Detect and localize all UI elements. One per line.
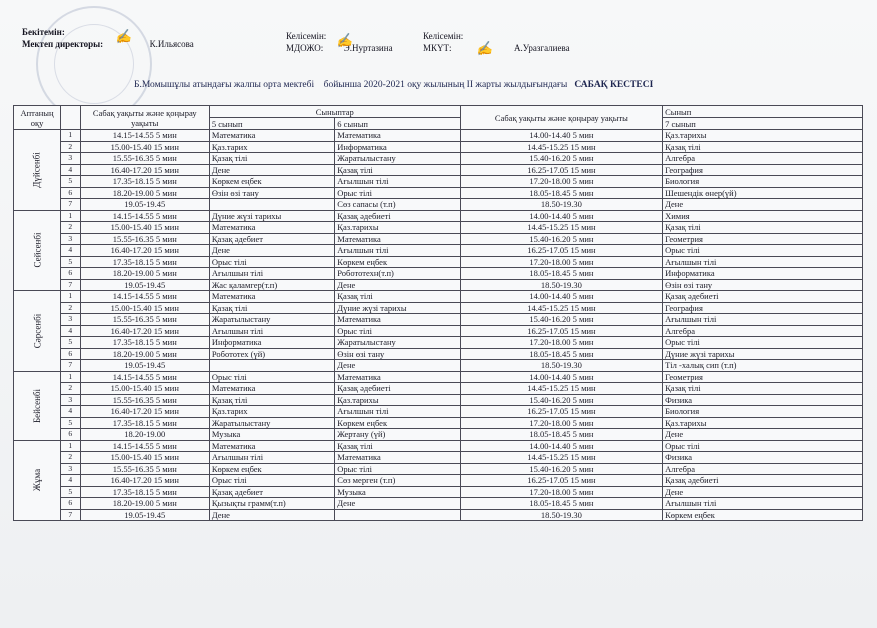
grade-7-subject: Дене [663, 486, 863, 498]
lesson-time-a: 17.35-18.15 5 мин [80, 256, 209, 268]
grade-7-subject: Қазақ тілі [663, 141, 863, 153]
lesson-number: 2 [61, 452, 81, 464]
day-name-cell [14, 130, 61, 211]
day-name-cell [14, 440, 61, 521]
lesson-time-a: 18.20-19.00 5 мин [80, 348, 209, 360]
grade-5-subject: Қазақ тілі [209, 153, 334, 165]
grade-5-subject: Көркем еңбек [209, 176, 334, 188]
lesson-time-b: 16.25-17.05 15 мин [460, 245, 662, 257]
grade-5-subject: Орыс тілі [209, 256, 334, 268]
grade-7-subject: Геометрия [663, 371, 863, 383]
lesson-time-b: 15.40-16.20 5 мин [460, 233, 662, 245]
grade-6-subject: Ағылшын тілі [335, 406, 460, 418]
lesson-number: 5 [61, 337, 81, 349]
lesson-number: 2 [61, 302, 81, 314]
grade-6-subject: Математика [335, 371, 460, 383]
lesson-time-a: 15.55-16.35 5 мин [80, 233, 209, 245]
grade-5-subject: Көркем еңбек [209, 463, 334, 475]
grade-7-subject: Физика [663, 394, 863, 406]
grade-5-subject: Ағылшын тілі [209, 325, 334, 337]
table-row [14, 245, 863, 257]
lesson-number: 1 [61, 210, 81, 222]
grade-6-subject [335, 509, 460, 521]
lesson-time-a: 19.05-19.45 [80, 199, 209, 211]
table-row [14, 394, 863, 406]
lesson-time-b: 14.00-14.40 5 мин [460, 291, 662, 303]
lesson-time-a: 17.35-18.15 5 мин [80, 176, 209, 188]
table-row [14, 498, 863, 510]
mkut-role: МКҮТ: [423, 43, 452, 53]
lesson-number: 6 [61, 498, 81, 510]
grade-5-subject: Информатика [209, 337, 334, 349]
lesson-number: 3 [61, 463, 81, 475]
lesson-time-b: 14.45-15.25 15 мин [460, 302, 662, 314]
table-row [14, 463, 863, 475]
table-row [14, 176, 863, 188]
grade-5-subject: Қаз.тарих [209, 141, 334, 153]
grade-7-subject: Қазақ тілі [663, 383, 863, 395]
day-name: Жұма [32, 469, 43, 492]
grade-5-subject: Ағылшын тілі [209, 452, 334, 464]
grade-6-subject: Өзін өзі тану [335, 348, 460, 360]
day-name: Бейсенбі [32, 388, 43, 423]
lesson-time-b: 18.50-19.30 [460, 199, 662, 211]
lesson-time-a: 16.40-17.20 15 мин [80, 325, 209, 337]
lesson-number: 4 [61, 325, 81, 337]
grade-6-subject: Дүние жүзі тарихы [335, 302, 460, 314]
header-day: Аптаның оқу [14, 106, 61, 130]
grade-7-subject: Дене [663, 199, 863, 211]
lesson-time-b: 14.45-15.25 15 мин [460, 452, 662, 464]
lesson-time-b: 18.05-18.45 5 мин [460, 187, 662, 199]
grade-6-subject: Жаратылыстану [335, 153, 460, 165]
grade-7-subject: Қазақ әдебиеті [663, 291, 863, 303]
deputy-signature: ✍ [335, 32, 354, 51]
lesson-number: 5 [61, 417, 81, 429]
table-row [14, 417, 863, 429]
grade-5-subject: Дене [209, 509, 334, 521]
director-signature: ✍ [114, 28, 133, 47]
lesson-time-b: 14.45-15.25 15 мин [460, 141, 662, 153]
grade-7-subject: Қазақ әдебиеті [663, 475, 863, 487]
grade-7-subject: Алгебра [663, 153, 863, 165]
table-row [14, 440, 863, 452]
grade-5-subject: Жаратылыстану [209, 314, 334, 326]
approval-block-director [22, 26, 194, 50]
table-row [14, 486, 863, 498]
lesson-time-a: 18.20-19.00 5 мин [80, 187, 209, 199]
grade-6-subject: Математика [335, 314, 460, 326]
lesson-number: 3 [61, 153, 81, 165]
grade-7-subject: Көркем еңбек [663, 509, 863, 521]
header-grade-6: 6 сынып [335, 118, 460, 130]
lesson-time-b: 18.50-19.30 [460, 360, 662, 372]
lesson-time-a: 16.40-17.20 15 мин [80, 475, 209, 487]
grade-6-subject: Көркем еңбек [335, 256, 460, 268]
lesson-time-a: 14.15-14.55 5 мин [80, 130, 209, 142]
lesson-number: 6 [61, 187, 81, 199]
lesson-time-a: 18.20-19.00 5 мин [80, 498, 209, 510]
header-times-b: Сабақ уақыты және қоңырау уақыты [460, 106, 662, 130]
lesson-time-b: 17.20-18.00 5 мин [460, 256, 662, 268]
lesson-time-b: 18.05-18.45 5 мин [460, 268, 662, 280]
table-row [14, 348, 863, 360]
day-name: Дүйсенбі [32, 152, 43, 188]
lesson-number: 2 [61, 222, 81, 234]
table-row [14, 256, 863, 268]
grade-7-subject: Биология [663, 406, 863, 418]
grade-5-subject [209, 199, 334, 211]
table-row [14, 429, 863, 441]
table-row [14, 130, 863, 142]
lesson-number: 7 [61, 199, 81, 211]
lesson-time-a: 15.00-15.40 15 мин [80, 383, 209, 395]
lesson-number: 1 [61, 291, 81, 303]
lesson-time-b: 14.45-15.25 15 мин [460, 222, 662, 234]
lesson-number: 1 [61, 371, 81, 383]
table-row [14, 291, 863, 303]
grade-7-subject: Орыс тілі [663, 245, 863, 257]
table-row [14, 383, 863, 395]
grade-6-subject: Қазақ әдебиеті [335, 210, 460, 222]
table-row [14, 325, 863, 337]
lesson-time-b: 18.05-18.45 5 мин [460, 348, 662, 360]
lesson-time-a: 18.20-19.00 [80, 429, 209, 441]
header-class-word: Сынып [663, 106, 863, 118]
table-row [14, 371, 863, 383]
lesson-time-a: 16.40-17.20 15 мин [80, 245, 209, 257]
table-row [14, 406, 863, 418]
lesson-time-b: 17.20-18.00 5 мин [460, 176, 662, 188]
lesson-time-b: 14.00-14.40 5 мин [460, 440, 662, 452]
lesson-time-b: 18.05-18.45 5 мин [460, 498, 662, 510]
mkut-signature: ✍ [475, 40, 494, 59]
grade-7-subject: Ағылшын тілі [663, 498, 863, 510]
lesson-number: 5 [61, 176, 81, 188]
grade-5-subject: Математика [209, 222, 334, 234]
schedule-body [14, 130, 863, 521]
table-row [14, 187, 863, 199]
grade-6-subject: Қазақ тілі [335, 440, 460, 452]
lesson-time-b: 14.00-14.40 5 мин [460, 130, 662, 142]
grade-5-subject: Робототех (үй) [209, 348, 334, 360]
grade-6-subject: Орыс тілі [335, 463, 460, 475]
lesson-time-b: 14.00-14.40 5 мин [460, 210, 662, 222]
lesson-number: 6 [61, 268, 81, 280]
table-row [14, 141, 863, 153]
grade-7-subject: География [663, 302, 863, 314]
table-row [14, 452, 863, 464]
lesson-number: 6 [61, 348, 81, 360]
school-name: Б.Момышұлы атындағы жалпы орта мектебі [134, 80, 315, 90]
grade-6-subject: Қазақ тілі [335, 164, 460, 176]
grade-5-subject: Қазақ әдебиет [209, 486, 334, 498]
grade-5-subject: Қызықты грамм(т.п) [209, 498, 334, 510]
table-row [14, 233, 863, 245]
grade-6-subject: Орыс тілі [335, 325, 460, 337]
lesson-time-b: 16.25-17.05 15 мин [460, 475, 662, 487]
grade-6-subject: Сөз сапасы (т.п) [335, 199, 460, 211]
table-row [14, 164, 863, 176]
lesson-time-a: 16.40-17.20 15 мин [80, 406, 209, 418]
lesson-time-b: 14.45-15.25 15 мин [460, 383, 662, 395]
day-name-cell [14, 210, 61, 291]
grade-5-subject: Қазақ тілі [209, 302, 334, 314]
approval-label: Бекітемін: [22, 27, 65, 37]
grade-7-subject: Орыс тілі [663, 440, 863, 452]
grade-6-subject: Жаратылыстану [335, 337, 460, 349]
lesson-time-b: 17.20-18.00 5 мин [460, 486, 662, 498]
lesson-time-a: 15.00-15.40 15 мин [80, 222, 209, 234]
approval-block-mkut [423, 30, 570, 54]
lesson-time-a: 15.55-16.35 5 мин [80, 314, 209, 326]
table-row [14, 509, 863, 521]
lesson-time-a: 14.15-14.55 5 мин [80, 371, 209, 383]
grade-5-subject: Орыс тілі [209, 371, 334, 383]
lesson-number: 6 [61, 429, 81, 441]
lesson-time-b: 15.40-16.20 5 мин [460, 153, 662, 165]
grade-5-subject: Өзін өзі тану [209, 187, 334, 199]
grade-6-subject: Қазақ тілі [335, 291, 460, 303]
lesson-time-a: 17.35-18.15 5 мин [80, 486, 209, 498]
lesson-time-a: 18.20-19.00 5 мин [80, 268, 209, 280]
grade-6-subject: Орыс тілі [335, 187, 460, 199]
grade-7-subject: Ағылшын тілі [663, 256, 863, 268]
grade-6-subject: Ағылшын тілі [335, 245, 460, 257]
schedule-table [13, 105, 863, 521]
lesson-number: 7 [61, 509, 81, 521]
grade-6-subject: Математика [335, 452, 460, 464]
grade-6-subject: Математика [335, 130, 460, 142]
lesson-time-b: 15.40-16.20 5 мин [460, 394, 662, 406]
lesson-time-a: 19.05-19.45 [80, 279, 209, 291]
grade-7-subject: Физика [663, 452, 863, 464]
grade-7-subject: Дене [663, 429, 863, 441]
grade-7-subject: Алгебра [663, 325, 863, 337]
table-row [14, 302, 863, 314]
grade-7-subject: Дүние жүзі тарихы [663, 348, 863, 360]
grade-5-subject: Қаз.тарих [209, 406, 334, 418]
grade-7-subject: Шешендік өнер(үй) [663, 187, 863, 199]
deputy-name: Э.Нуртазина [343, 43, 393, 53]
grade-5-subject [209, 360, 334, 372]
grade-7-subject: Қазақ тілі [663, 222, 863, 234]
director-name: К.Ильясова [149, 39, 194, 49]
grade-6-subject: Қазақ әдебиеті [335, 383, 460, 395]
lesson-number: 4 [61, 164, 81, 176]
lesson-number: 3 [61, 394, 81, 406]
lesson-number: 7 [61, 360, 81, 372]
grade-6-subject: Дене [335, 360, 460, 372]
grade-5-subject: Жаратылыстану [209, 417, 334, 429]
table-row [14, 210, 863, 222]
lesson-number: 1 [61, 130, 81, 142]
grade-5-subject: Орыс тілі [209, 475, 334, 487]
deputy-role: МДОЖО: [286, 43, 324, 53]
lesson-number: 3 [61, 233, 81, 245]
lesson-number: 5 [61, 256, 81, 268]
grade-6-subject: Қаз.тарихы [335, 394, 460, 406]
lesson-number: 4 [61, 475, 81, 487]
grade-7-subject: Информатика [663, 268, 863, 280]
grade-6-subject: Дене [335, 279, 460, 291]
lesson-time-a: 14.15-14.55 5 мин [80, 291, 209, 303]
lesson-time-a: 15.00-15.40 15 мин [80, 452, 209, 464]
header-grade-7: 7 сынып [663, 118, 863, 130]
grade-7-subject: Тіл -халық сип (т.п) [663, 360, 863, 372]
lesson-time-b: 16.25-17.05 15 мин [460, 406, 662, 418]
lesson-time-b: 17.20-18.00 5 мин [460, 337, 662, 349]
lesson-time-a: 17.35-18.15 5 мин [80, 417, 209, 429]
grade-7-subject: Орыс тілі [663, 337, 863, 349]
lesson-number: 4 [61, 245, 81, 257]
lesson-time-b: 15.40-16.20 5 мин [460, 463, 662, 475]
table-row [14, 153, 863, 165]
day-name-cell [14, 371, 61, 440]
lesson-number: 3 [61, 314, 81, 326]
lesson-time-b: 14.00-14.40 5 мин [460, 371, 662, 383]
grade-7-subject: Қаз.тарихы [663, 130, 863, 142]
header-times-a: Сабақ уақыты және қоңырау уақыты [80, 106, 209, 130]
table-row [14, 337, 863, 349]
lesson-time-b: 16.25-17.05 15 мин [460, 325, 662, 337]
table-row [14, 314, 863, 326]
lesson-time-a: 15.00-15.40 15 мин [80, 302, 209, 314]
header-grade-5: 5 сынып [209, 118, 334, 130]
grade-5-subject: Ағылшын тілі [209, 268, 334, 280]
table-row [14, 222, 863, 234]
lesson-number: 7 [61, 279, 81, 291]
day-name: Сейсенбі [32, 232, 43, 268]
lesson-time-a: 14.15-14.55 5 мин [80, 440, 209, 452]
grade-5-subject: Математика [209, 130, 334, 142]
grade-5-subject: Жас қаламгер(т.п) [209, 279, 334, 291]
grade-6-subject: Қаз.тарихы [335, 222, 460, 234]
grade-7-subject: Геометрия [663, 233, 863, 245]
lesson-number: 2 [61, 141, 81, 153]
grade-5-subject: Математика [209, 383, 334, 395]
lesson-time-a: 15.55-16.35 5 мин [80, 153, 209, 165]
mkut-name: А.Уразгалиева [514, 43, 570, 53]
grade-6-subject: Көркем еңбек [335, 417, 460, 429]
header-classes: Сыныптар [209, 106, 460, 118]
lesson-time-b: 17.20-18.00 5 мин [460, 417, 662, 429]
grade-7-subject: Қаз.тарихы [663, 417, 863, 429]
grade-7-subject: Алгебра [663, 463, 863, 475]
lesson-time-a: 14.15-14.55 5 мин [80, 210, 209, 222]
grade-5-subject: Математика [209, 440, 334, 452]
lesson-time-b: 16.25-17.05 15 мин [460, 164, 662, 176]
mkut-label: Келісемін: [423, 31, 464, 41]
lesson-number: 1 [61, 440, 81, 452]
grade-7-subject: Ағылшын тілі [663, 314, 863, 326]
lesson-time-a: 16.40-17.20 15 мин [80, 164, 209, 176]
grade-5-subject: Музыка [209, 429, 334, 441]
grade-7-subject: Химия [663, 210, 863, 222]
grade-7-subject: География [663, 164, 863, 176]
director-role: Мектеп директоры: [22, 39, 104, 49]
table-row [14, 268, 863, 280]
header-number [61, 106, 81, 130]
lesson-time-a: 15.55-16.35 5 мин [80, 463, 209, 475]
table-row [14, 475, 863, 487]
title-period: бойынша 2020-2021 оқу жылының ІІ жарты жылдығындағы [323, 80, 568, 90]
lesson-time-a: 15.00-15.40 15 мин [80, 141, 209, 153]
lesson-time-a: 17.35-18.15 5 мин [80, 337, 209, 349]
grade-7-subject: Өзін өзі тану [663, 279, 863, 291]
lesson-time-b: 18.50-19.30 [460, 509, 662, 521]
grade-7-subject: Биология [663, 176, 863, 188]
grade-5-subject: Дене [209, 245, 334, 257]
lesson-time-a: 19.05-19.45 [80, 509, 209, 521]
document-title [134, 80, 653, 90]
day-name: Сәрсенбі [32, 313, 42, 348]
grade-6-subject: Дене [335, 498, 460, 510]
table-row [14, 199, 863, 211]
lesson-number: 5 [61, 486, 81, 498]
grade-6-subject: Информатика [335, 141, 460, 153]
lesson-time-b: 15.40-16.20 5 мин [460, 314, 662, 326]
grade-5-subject: Қазақ тілі [209, 394, 334, 406]
grade-6-subject: Математика [335, 233, 460, 245]
grade-6-subject: Музыка [335, 486, 460, 498]
lesson-number: 2 [61, 383, 81, 395]
grade-6-subject: Робототехн(т.п) [335, 268, 460, 280]
grade-5-subject: Қазақ әдебиет [209, 233, 334, 245]
lesson-time-a: 15.55-16.35 5 мин [80, 394, 209, 406]
grade-6-subject: Сөз мерген (т.п) [335, 475, 460, 487]
table-row [14, 360, 863, 372]
grade-6-subject: Жертану (үй) [335, 429, 460, 441]
grade-5-subject: Дене [209, 164, 334, 176]
table-row [14, 279, 863, 291]
lesson-time-b: 18.50-19.30 [460, 279, 662, 291]
lesson-time-b: 18.05-18.45 5 мин [460, 429, 662, 441]
lesson-number: 4 [61, 406, 81, 418]
lesson-time-a: 19.05-19.45 [80, 360, 209, 372]
day-name-cell [14, 291, 61, 372]
title-caption: САБАҚ КЕСТЕСІ [574, 80, 654, 90]
grade-5-subject: Дүние жүзі тарихы [209, 210, 334, 222]
grade-6-subject: Ағылшын тілі [335, 176, 460, 188]
deputy-label: Келісемін: [286, 31, 327, 41]
grade-5-subject: Математика [209, 291, 334, 303]
